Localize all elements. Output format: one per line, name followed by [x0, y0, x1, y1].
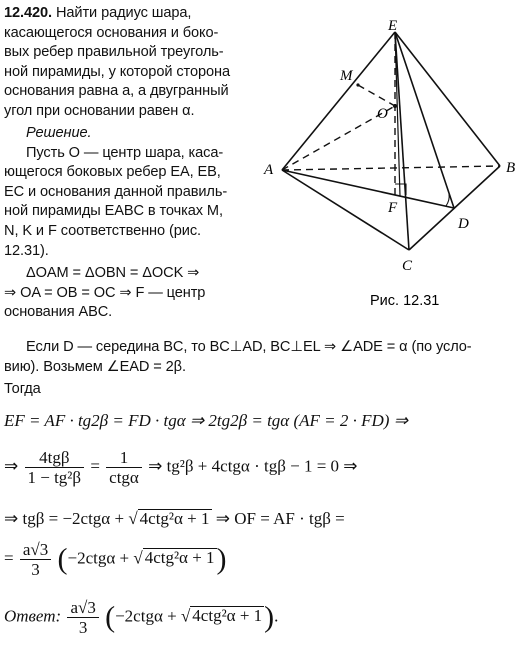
figure-caption: Рис. 12.31: [370, 293, 440, 308]
point-M: [356, 83, 359, 86]
formula-1-text: EF = AF · tg2β = FD · tgα ⇒ 2tg2β = tgα (AF = 2 · FD) ⇒: [4, 411, 408, 430]
solution-heading: Решение.: [26, 125, 92, 141]
solution-then: Тогда: [4, 381, 41, 398]
label-B: B: [506, 160, 516, 176]
label-E: E: [388, 18, 398, 34]
label-D: D: [458, 216, 469, 232]
formula-2: ⇒ $\frac{\text{4tgβ}}{\text{1 − tg²β}}$ = $\frac{1}{\text{ctgα}}$ ⇒ tg²β + 4ctgα · tgβ − 1 = 0 ⇒: [4, 448, 358, 487]
solution-wide: [4, 338, 472, 400]
label-A: A: [264, 162, 274, 178]
problem-line: вых ребер правильной треуголь-: [4, 44, 224, 61]
solution-line: Пусть O — центр шара, каса-: [26, 144, 224, 161]
solution-wide-line: вию). Возьмем ∠EAD = 2β.: [4, 358, 186, 375]
solution-line: 12.31).: [4, 242, 49, 259]
label-O: O: [377, 106, 388, 122]
edge-EC: [395, 32, 409, 250]
sqrt-radicand: 4ctg²α + 1: [139, 509, 210, 528]
segment-EF: [395, 32, 400, 196]
solution-block: [4, 124, 227, 323]
problem-line: ной пирамиды, у которой сторона: [4, 63, 230, 80]
answer-label: Ответ:: [4, 606, 62, 626]
answer-fraction: $\frac{a√3}{3}$: [67, 598, 98, 637]
pyramid-figure: [260, 18, 526, 308]
solution-line: EC и основания данной правиль-: [4, 183, 228, 200]
solution-line: ной пирамиды EABC в точках M,: [4, 203, 223, 220]
solution-wide-line: Если D — середина BC, то BC⊥AD, BC⊥EL ⇒ ∠ADE = α (по усло-: [26, 339, 472, 355]
problem-number: 12.420.: [4, 5, 52, 21]
problem-line: основания равна a, а двугранный: [4, 83, 229, 100]
label-M: M: [340, 68, 353, 84]
formula-2-tail: ⇒ tg²β + 4ctgα · tgβ − 1 = 0 ⇒: [148, 456, 358, 476]
edge-CB: [409, 166, 500, 250]
angle-arc-D: [446, 194, 449, 206]
formula-4: = $\frac{a√3}{3}$ (−2ctgα + √ 4ctg²α + 1): [4, 540, 227, 579]
solution-line: основания ABC.: [4, 304, 113, 321]
solution-line: ΔOAM = ΔOBN = ΔOCK ⇒: [26, 265, 200, 282]
problem-line: Найти радиус шара,: [55, 5, 192, 21]
formula-1: [4, 410, 408, 432]
segment-AD: [282, 170, 454, 208]
label-C: C: [402, 258, 413, 274]
solution-line: N, K и F соответственно (рис.: [4, 222, 201, 239]
edge-EB: [395, 32, 500, 166]
fraction-1: $\frac{\text{4tgβ}}{\text{1 − tg²β}}$: [25, 448, 85, 487]
radius-OM: [358, 85, 395, 106]
problem-line: касающегося основания и боко-: [4, 24, 219, 41]
point-O: [393, 104, 397, 108]
answer: Ответ: $\frac{a√3}{3}$ (−2ctgα + √ 4ctg²α + 1).: [4, 598, 279, 637]
edge-AB-hidden: [282, 166, 500, 170]
solution-line: ⇒ OA = OB = OC ⇒ F — центр: [4, 284, 206, 301]
problem-statement: [4, 4, 230, 122]
solution-line: ющегося боковых ребер EA, EB,: [4, 164, 221, 181]
fraction-2: $\frac{1}{\text{ctgα}}$: [106, 448, 142, 487]
label-F: F: [388, 200, 398, 216]
problem-line: угол при основании равен α.: [4, 102, 195, 119]
formula-3: ⇒ tgβ = −2ctgα + √ 4ctg²α + 1 ⇒ OF = AF · tgβ =: [4, 509, 345, 528]
fraction-a-root3: $\frac{a√3}{3}$: [20, 540, 51, 579]
edge-EA: [282, 32, 395, 170]
